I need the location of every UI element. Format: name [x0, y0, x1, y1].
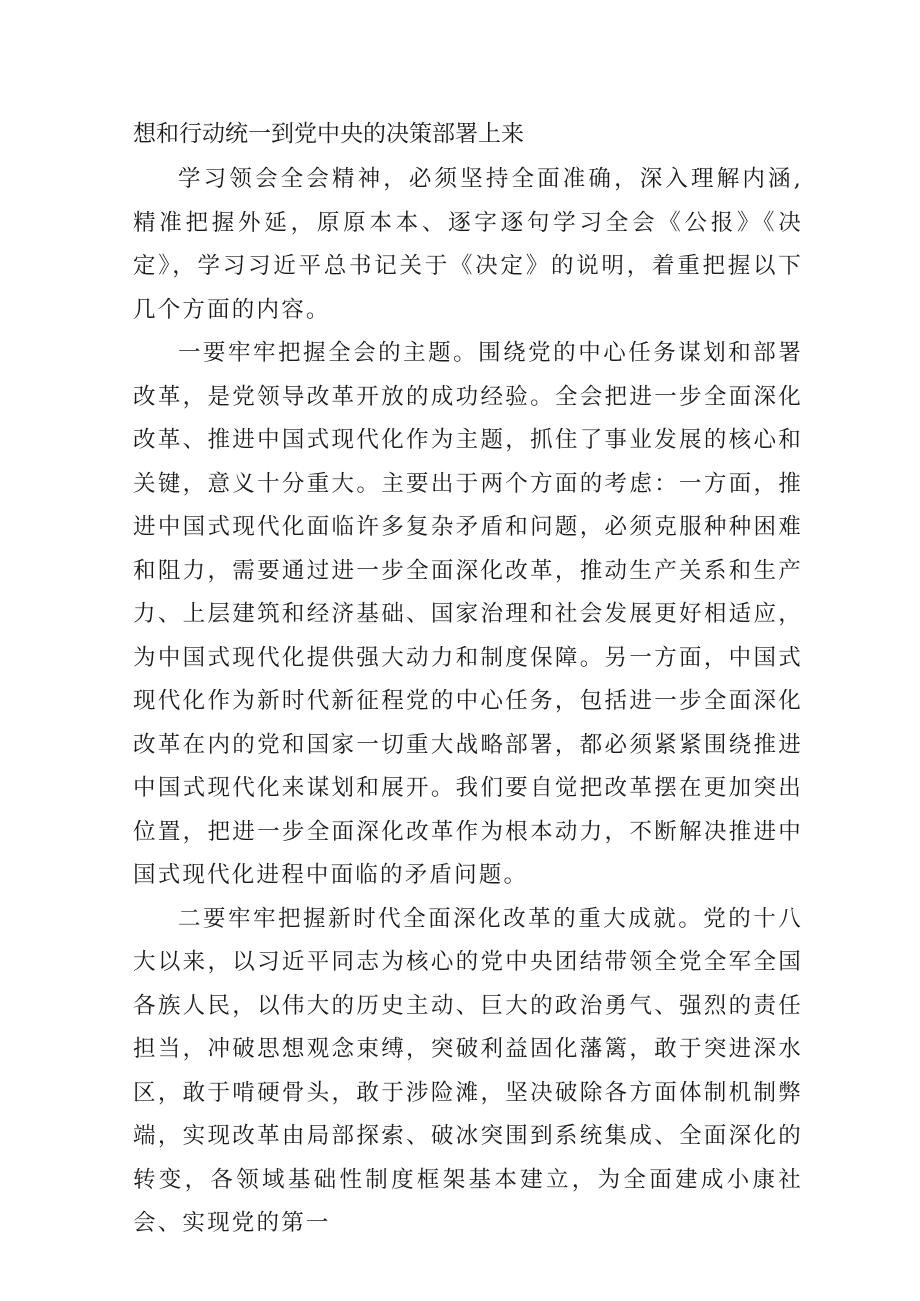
section-heading: 想和行动统一到党中央的决策部署上来 [133, 121, 524, 147]
paragraph-achievements: 二要牢牢把握新时代全面深化改革的重大成就。党的十八大以来，以习近平同志为核心的党中央团结带领全党全军全国各族人民，以伟大的历史主动、巨大的政治勇气、强烈的责任担当，冲破思想观念束缚，突破利益固化藩篱，敢于突进深水区，敢于啃硬骨头，敢于涉险滩，坚决破除各方面体制机制弊端，实现改革由局部探索、破冰突围到系统集成、全面深化的转变，各领域基础性制度框架基本建立，为全面建成小康社会、实现党的第一 [133, 905, 803, 1236]
paragraph-intro: 学习领会全会精神，必须坚持全面准确，深入理解内涵,精准把握外延，原原本本、逐字逐句学习全会《公报》《决定》，学习习近平总书记关于《决定》的说明，着重把握以下几个方面的内容。 [133, 166, 803, 323]
body-text [133, 158, 803, 1246]
paragraph-theme: 一要牢牢把握全会的主题。围绕党的中心任务谋划和部署改革，是党领导改革开放的成功经验。全会把进一步全面深化改革、推进中国式现代化作为主题，抓住了事业发展的核心和关键，意义十分重大。主要出于两个方面的考虑：一方面，推进中国式现代化面临许多复杂矛盾和问题，必须克服种种困难和阻力，需要通过进一步全面深化改革，推动生产关系和生产力、上层建筑和经济基础、国家治理和社会发展更好相适应，为中国式现代化提供强大动力和制度保障。另一方面，中国式现代化作为新时代新征程党的中心任务，包括进一步全面深化改革在内的党和国家一切重大战略部署，都必须紧紧围绕推进中国式现代化来谋划和展开。我们要自觉把改革摆在更加突出位置，把进一步全面深化改革作为根本动力，不断解决推进中国式现代化进程中面临的矛盾问题。 [133, 340, 803, 888]
